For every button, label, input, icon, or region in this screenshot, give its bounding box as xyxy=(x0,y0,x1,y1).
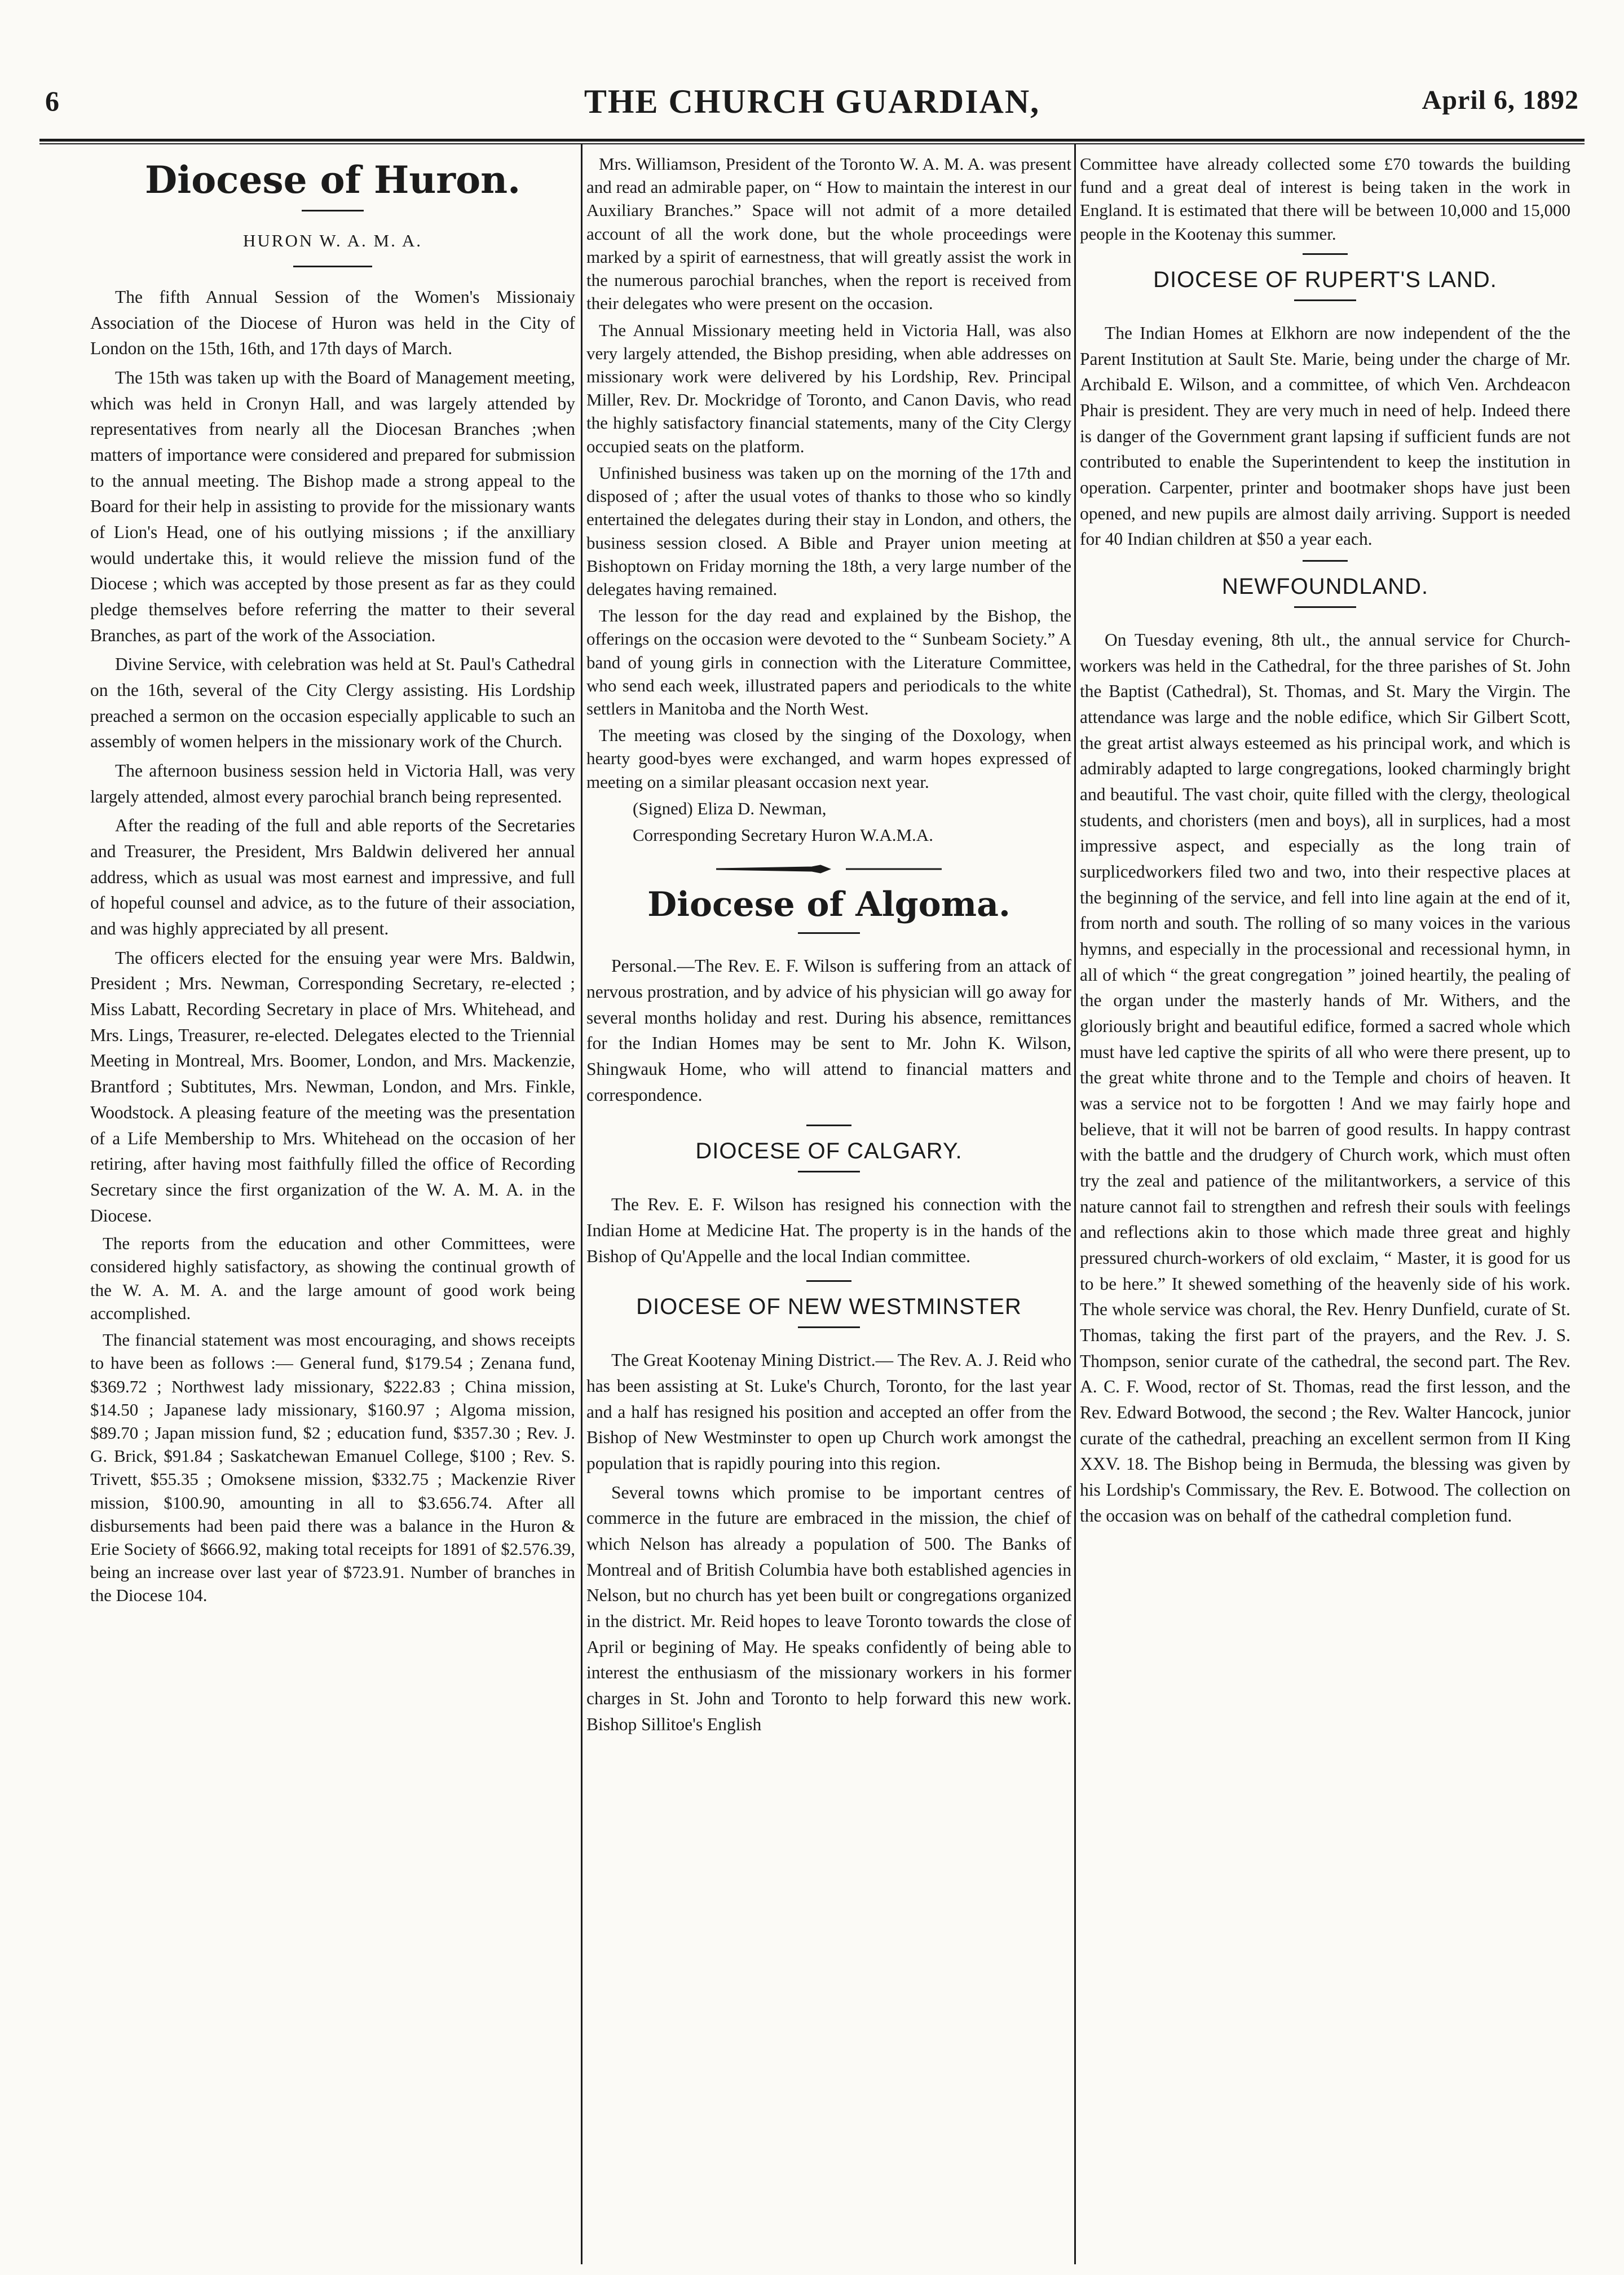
heading-rule xyxy=(798,932,860,934)
paragraph: Mrs. Williamson, President of the Toronto W. A. M. A. was present and read an admirable paper, on “ How to maintain the interest in our Auxiliary Branches.” Space will not admit of a more detailed account of all the work done, but the whole proceedings were marked by a spirit of earnestness, that will greatly assist the work in the numerous parochial branches, when the report is received from their delegates who were present on the occasion. xyxy=(586,154,1071,314)
paragraph: After the reading of the full and able reports of the Secretaries and Treasurer, the President, Mrs Baldwin delivered her annual address, which as usual was most earnest and impressive, and full of hopeful counsel and advice, as to the future of their association, and was highly appreciated by all present. xyxy=(90,815,575,939)
heading-rule xyxy=(302,210,364,211)
subheading-rule xyxy=(293,266,372,267)
paragraph: The Great Kootenay Mining District.— The Rev. A. J. Reid who has been assisting at St. Luke's Church, Toronto, for the last year and a half has resigned his position and accepted an offer from the Bishop of New Westminster to open up Church work amongst the population that is rapidly pouring into this region. xyxy=(586,1350,1071,1474)
masthead-rule-thin xyxy=(39,143,1585,144)
algoma-heading: Diocese of Algoma. xyxy=(647,885,1010,925)
paragraph: The financial statement was most encouraging, and shows receipts to have been as follows :— General fund, $179.54 ; Zenana fund, $369.72 ; Northwest lady missionary, $222.83 ; China mission, $14.50 ; Japanese lady missionary, $160.97 ; Algoma mission, $89.70 ; Japan mission fund, $2 ; education fund, $357.30 ; Rev. J. G. Brick, $91.84 ; Saskatchewan Emanuel College, $100 ; Rev. S. Trivett, $55.35 ; Omoksene mission, $332.75 ; Mackenzie River mission, $100.90, amounting in all to $3.656.74. After all disbursements had been paid there was a balance in the Huron & Erie Society of $666.92, making total receipts for 1891 of $2.576.39, being an increase over last year of $723.91. Number of branches in the Diocese 104. xyxy=(90,1330,575,1606)
paragraph: On Tuesday evening, 8th ult., the annual service for Church-workers was held in the Cathedral, for the three parishes of St. John the Baptist (Cathedral), St. Thomas, and St. Mary the Virgin. The attendance was large and the noble edifice, which Sir Gilbert Scott, the great artist always esteemed as his principal work, and which is admirably adapted to large congregations, looked charmingly bright and beautiful. The vast choir, quite filled with the clergy, theological students, and choristers (men and boys), all in surplices, had a most impressive aspect, and especially as the long train of surplicedworkers filed two and two, into their respective places at the beginning of the service, and fell into line again at the end of it, from north and south. The rolling of so many voices in the various hymns, and especially in the processional and recessional hymn, in all of which “ the great congregation ” joined heartily, the pealing of the organ under the masterly hands of Mr. Withers, and the gloriously bright and beautiful edifice, formed a sacred whole which must have led captive the spirits of all who were there present, up to the great white throne and to the Temple and choirs of heaven. It was a service not to be forgotten ! And we may fairly hope and believe, that it will not be barren of good results. In happy contrast with the battle and the drudgery of Church work, which must often try the zeal and patience of the militantworkers, a service of this nature cannot fail to strengthen and refresh their souls with feelings and reflections akin to those which made three great and highly pressured church-workers of old exclaim, “ Master, it is good for us to be here.” It shewed something of the heavenly side of his work. The whole service was choral, the Rev. Henry Dunfield, curate of St. Thomas, taking the first part of the prayers, and the Rev. J. S. Thompson, senior curate of the cathedral, the second part. The Rev. A. C. F. Wood, rector of St. Thomas, read the first lesson, and the Rev. Edward Botwood, the second ; the Rev. Walter Hancock, junior curate of the cathedral, preaching an excellent sermon from II King XXV. 18. The Bishop being in Bermuda, the blessing was given by his Lordship's Commissary, the Rev. E. Botwood. The collection on the occasion was on behalf of the cathedral completion fund. xyxy=(1080,629,1570,1526)
huron-heading: Diocese of Huron. xyxy=(144,158,521,202)
paragraph: The meeting was closed by the singing of the Doxology, when hearty good-byes were exchanged, and warm hopes expressed of meeting on a similar pleasant occasion next year. xyxy=(586,725,1071,792)
section-divider xyxy=(806,1280,851,1282)
paragraph: The Indian Homes at Elkhorn are now independent of the the Parent Institution at Sault Ste. Marie, being under the charge of Mr. Archibald E. Wilson, and a committee, of which Ven. Archdeacon Phair is president. They are very much in need of help. Indeed there is danger of the Government grant lapsing if sufficient funds are not contributed to enable the Superintendent to keep the institution in operation. Carpenter, printer and bootmaker shops have just been opened, and new pupils are almost daily arriving. Support is needed for 40 Indian children at $50 a year each. xyxy=(1080,323,1570,549)
paragraph: Unfinished business was taken up on the morning of the 17th and disposed of ; after the usual votes of thanks to those who so kindly entertained the delegates during their stay in London, and others, the business session closed. A Bible and Prayer union meeting at Bishoptown on Friday morning the 18th, a very large number of the delegates having remained. xyxy=(586,462,1071,599)
heading-rule xyxy=(798,1326,860,1328)
paragraph: The reports from the education and other Committees, were considered highly satisfactory, as showing the continual growth of the W. A. M. A. and the large amount of good work being accomplished. xyxy=(90,1233,575,1323)
calgary-heading: DIOCESE OF CALGARY. xyxy=(695,1139,963,1164)
ruperts-land-heading: DIOCESE OF RUPERT'S LAND. xyxy=(1153,267,1497,292)
new-westminster-heading: DIOCESE OF NEW WESTMINSTER xyxy=(636,1294,1022,1320)
page-number: 6 xyxy=(45,85,59,117)
paragraph: The fifth Annual Session of the Women's Missionaiy Association of the Diocese of Huron was held in the City of London on the 15th, 16th, and 17th days of March. xyxy=(90,287,575,359)
paragraph: The afternoon business session held in Victoria Hall, was very largely attended, almost every parochial branch being represented. xyxy=(90,761,575,806)
heading-rule xyxy=(798,1171,860,1172)
paragraph: The lesson for the day read and explained by the Bishop, the offerings on the occasion were devoted to the “ Sunbeam Society.” A band of young girls in connection with the Literature Committee, who send each week, illustrated papers and periodicals to the white settlers in Manitoba and the North West. xyxy=(586,606,1071,719)
paragraph: Divine Service, with celebration was held at St. Paul's Cathedral on the 16th, several of the City Clergy assisting. His Lordship preached a sermon on the occasion especially applicable to such an assembly of women helpers in the missionary work of the Church. xyxy=(90,654,575,752)
newspaper-title: THE CHURCH GUARDIAN, xyxy=(584,83,1040,120)
column-2 xyxy=(586,152,1071,2250)
column-divider-1 xyxy=(581,144,582,2264)
section-divider xyxy=(1303,560,1348,562)
ornament-divider xyxy=(586,859,1071,878)
ornament-rule-icon xyxy=(716,865,942,874)
huron-subheading: HURON W. A. M. A. xyxy=(243,231,422,250)
newfoundland-heading: NEWFOUNDLAND. xyxy=(1221,574,1429,599)
masthead xyxy=(39,79,1585,141)
paragraph: Several towns which promise to be important centres of commerce in the future are embraced in the mission, the chief of which Nelson has already a population of 500. The Banks of Montreal and of British Columbia have both established agencies in Nelson, but no church has yet been built or congregations organized in the district. Mr. Reid hopes to leave Toronto towards the close of April or begining of May. He speaks confidently of being able to interest the enthusiasm of the missionary workers in his former charges in St. John and Toronto to help forward this new work. Bishop Sillitoe's English xyxy=(586,1482,1071,1734)
masthead-rule xyxy=(39,139,1585,142)
signature-title: Corresponding Secretary Huron W.A.M.A. xyxy=(633,825,933,845)
column-divider-2 xyxy=(1074,144,1076,2264)
section-divider xyxy=(806,1125,851,1126)
section-divider xyxy=(1303,253,1348,255)
issue-date: April 6, 1892 xyxy=(1422,85,1579,115)
column-1 xyxy=(90,152,575,2250)
signature-line: (Signed) Eliza D. Newman, xyxy=(633,798,827,818)
paragraph: The Rev. E. F. Wilson has resigned his connection with the Indian Home at Medicine Hat. The property is in the hands of the Bishop of Qu'Appelle and the local Indian committee. xyxy=(586,1194,1071,1266)
heading-rule xyxy=(1294,606,1356,608)
paragraph: The Annual Missionary meeting held in Victoria Hall, was also very largely attended, the Bishop presiding, when able addresses on missionary work were delivered by his Lordship, Rev. Principal Miller, Rev. Dr. Mockridge of Toronto, and Canon Davis, who read the highly satisfactory financial statements, many of the City Clergy occupied seats on the platform. xyxy=(586,320,1071,456)
heading-rule xyxy=(1294,299,1356,301)
paragraph: Personal.—The Rev. E. F. Wilson is suffering from an attack of nervous prostration, and by advice of his physician will go away for several months holiday and rest. During his absence, remittances for the Indian Homes may be sent to Mr. John K. Wilson, Shingwauk Home, who will attend to financial matters and correspondence. xyxy=(586,956,1071,1105)
paragraph: The 15th was taken up with the Board of Management meeting, which was held in Cronyn Hall, and was largely attended by representatives from nearly all the Diocesan Branches ;when matters of importance were considered and prepared for submission to the annual meeting. The Bishop made a strong appeal to the Board for their help in assisting to provide for the missionary wants of Lion's Head, one of his outlying missions ; if the anxilliary would undertake this, it would relieve the mission fund of the Diocese ; which was accepted by those present as far as they could pledge themselves before referring the matter to their several Branches, as part of the work of the Association. xyxy=(90,368,575,645)
column-3 xyxy=(1080,152,1570,2250)
paragraph: The officers elected for the ensuing year were Mrs. Baldwin, President ; Mrs. Newman, Corresponding Secretary, re-elected ; Miss Labatt, Recording Secretary in place of Mrs. Whitehead, and Mrs. Lings, Treasurer, re-elected. Delegates elected to the Triennial Meeting in Montreal, Mrs. Boomer, London, and Mrs. Mackenzie, Brantford ; Subtitutes, Mrs. Newman, London, and Mrs. Finkle, Woodstock. A pleasing feature of the meeting was the presentation of a Life Membership to Mrs. Whitehead on the occasion of her retiring, after having most faithfully filled the office of Recording Secretary since the first organization of the W. A. M. A. in the Diocese. xyxy=(90,947,575,1225)
paragraph: Committee have already collected some £70 towards the building fund and a great deal of interest is being taken in the work in England. It is estimated that there will be between 10,000 and 15,000 people in the Kootenay this summer. xyxy=(1080,154,1570,244)
